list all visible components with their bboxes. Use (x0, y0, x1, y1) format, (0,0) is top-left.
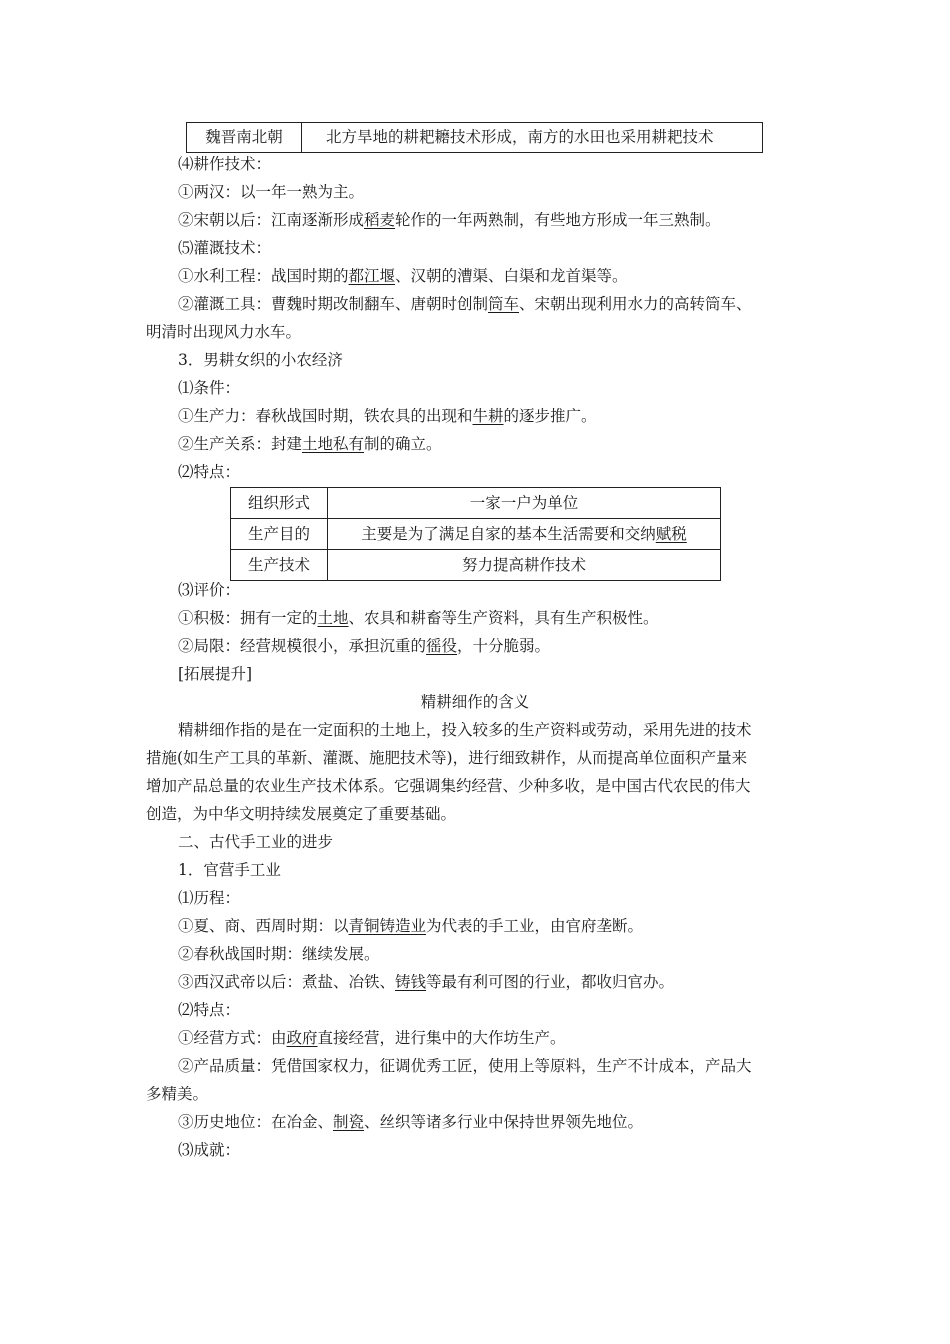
list-item: ②宋朝以后：江南逐渐形成稻麦轮作的一年两熟制，有些地方形成一年三熟制。 (178, 211, 721, 229)
list-item: ②灌溉工具：曹魏时期改制翻车、唐朝时创制筒车、宋朝出现利用水力的高转筒车、 (178, 295, 752, 313)
section-heading: 1．官营手工业 (178, 861, 281, 879)
list-item: ②局限：经营规模很小，承担沉重的徭役，十分脆弱。 (178, 637, 551, 655)
features-table (230, 487, 721, 581)
table-row (231, 550, 721, 581)
table-row (187, 123, 763, 153)
list-item: ③西汉武帝以后：煮盐、冶铁、铸钱等最有利可图的行业，都收归官办。 (178, 973, 675, 991)
sub-heading: ⑴历程： (178, 889, 241, 907)
table-cell-desc: 北方旱地的耕耙耱技术形成，南方的水田也采用耕耙技术 (302, 123, 763, 153)
list-item: ②春秋战国时期：继续发展。 (178, 945, 380, 963)
table-cell-value: 一家一户为单位 (328, 488, 721, 519)
sub-heading: ⑶评价： (178, 581, 241, 599)
list-item: ①经营方式：由政府直接经营，进行集中的大作坊生产。 (178, 1029, 566, 1047)
table-cell-key: 组织形式 (231, 488, 328, 519)
list-item: ②生产关系：封建土地私有制的确立。 (178, 435, 442, 453)
sub-heading: ⑵特点： (178, 1001, 241, 1019)
table-row (231, 519, 721, 550)
table-row (231, 488, 721, 519)
sub-heading: ⑴条件： (178, 379, 241, 397)
paragraph-line: 增加产品总量的农业生产技术体系。它强调集约经营、少种多收，是中国古代农民的伟大 (146, 777, 751, 795)
list-item: ①夏、商、西周时期：以青铜铸造业为代表的手工业，由官府垄断。 (178, 917, 644, 935)
table-cell-key: 生产技术 (231, 550, 328, 581)
extension-heading: 精耕细作的含义 (420, 693, 530, 711)
list-item-cont: 多精美。 (146, 1085, 209, 1103)
table-cell-value: 主要是为了满足自家的基本生活需要和交纳赋税 (328, 519, 721, 550)
sub-heading: ⑶成就： (178, 1141, 241, 1159)
table-cell-value: 努力提高耕作技术 (328, 550, 721, 581)
paragraph-line: 创造，为中华文明持续发展奠定了重要基础。 (146, 805, 457, 823)
extension-tag: [拓展提升] (178, 665, 253, 683)
list-item: ①水利工程：战国时期的都江堰、汉朝的漕渠、白渠和龙首渠等。 (178, 267, 628, 285)
list-item-cont: 明清时出现风力水车。 (146, 323, 302, 341)
paragraph-line: 措施(如生产工具的革新、灌溉、施肥技术等)，进行细致耕作，从而提高单位面积产量来 (146, 749, 748, 767)
section-heading: ⑸灌溉技术： (178, 239, 272, 257)
list-item: ①生产力：春秋战国时期，铁农具的出现和牛耕的逐步推广。 (178, 407, 597, 425)
table-cell-period: 魏晋南北朝 (187, 123, 302, 153)
section-heading: 二、古代手工业的进步 (178, 833, 334, 851)
sub-heading: ⑵特点： (178, 463, 241, 481)
paragraph-line: 精耕细作指的是在一定面积的土地上，投入较多的生产资料或劳动，采用先进的技术 (178, 721, 752, 739)
list-item: ①积极：拥有一定的土地、农具和耕畜等生产资料，具有生产积极性。 (178, 609, 659, 627)
list-item: ①两汉：以一年一熟为主。 (178, 183, 365, 201)
section-heading: 3．男耕女织的小农经济 (178, 351, 343, 369)
farming-tech-table (186, 122, 763, 153)
table-cell-key: 生产目的 (231, 519, 328, 550)
section-heading: ⑷耕作技术： (178, 155, 272, 173)
list-item: ②产品质量：凭借国家权力，征调优秀工匠，使用上等原料，生产不计成本，产品大 (178, 1057, 752, 1075)
list-item: ③历史地位：在冶金、制瓷、丝织等诸多行业中保持世界领先地位。 (178, 1113, 644, 1131)
